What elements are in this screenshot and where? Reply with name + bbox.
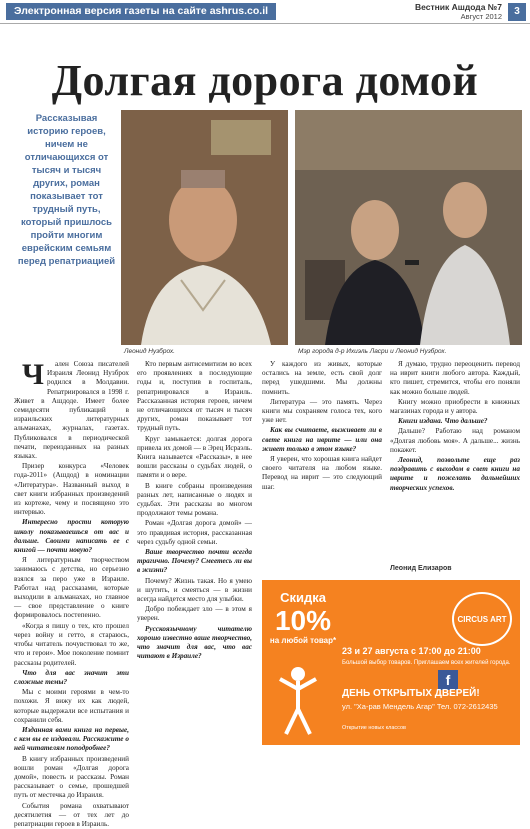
ad-open-day: ДЕНЬ ОТКРЫТЫХ ДВЕРЕЙ!: [342, 688, 480, 699]
closing-remark: Леонид, позвольте еще раз поздравить с выходом в свет книги на иврите и пожелать дальнейших творческих успехов.: [390, 456, 520, 492]
paragraph: [14, 360, 129, 461]
page-number: 3: [508, 3, 526, 21]
header-issue: [415, 3, 502, 21]
ad-sale-percent: 10%: [274, 605, 332, 636]
facebook-icon[interactable]: f: [438, 670, 458, 690]
paragraph: В книгу избранных произведений вошли роман «Долгая дорога домой», повесть и рассказы. Роман рассказывает о семье, прошедшей путь от местечка до Израиля.: [14, 754, 129, 800]
drop-cap: Ч: [22, 358, 45, 391]
interview-question: Ваше творчество почти всегда трагично. Почему? Смеетесь ли вы в жизни?: [137, 548, 252, 575]
ad-logo: CIRCUS ART: [452, 592, 512, 646]
article-title: Долгая дорога домой: [51, 56, 479, 105]
ad-acrobat-figure: [268, 664, 328, 740]
paragraph: Дальше? Работаю над романом «Долгая любовь моя». А дальше... жизнь покажет.: [390, 427, 520, 454]
paragraph: Кто первым антисемитизм во всех его проявлениях в последующие годы и, поступив в госпиталь, репатриировался в Израиль. Рассказанная история героев, ничем не отличающихся от тысяч и тысяч других, роман показывает тот трудный путь.: [137, 360, 252, 433]
caption-photo2: Мэр города д-р Ихиэль Ласри и Леонид Нузброх.: [298, 348, 447, 355]
ad-sale-badge: [268, 590, 338, 646]
article-column-1: [14, 358, 129, 828]
paragraph: Я литературным творчеством занимаюсь с детства, но серьезно взялся за перо уже в Израиле. Работал над рассказами, которые выходили в альманахах, но главное — свое представление о книге формировалось постепенно.: [14, 556, 129, 620]
ad-sale-note: на любой товар*: [269, 636, 337, 645]
paragraph: События романа охватывают десятилетия — от тех лет до репатриации героев в Израиль.: [14, 801, 129, 828]
paragraph: Я уверен, что хорошая книга найдет своего читателя на любом языке. Перевод на иврит — это следующий шаг.: [262, 455, 382, 491]
paragraph: У каждого из живых, которые остались на земле, есть свой долг перед ушедшими. Мы должны помнить.: [262, 360, 382, 396]
paragraph: Я думаю, трудно переоценить перевод на иврит книги любого автора. Каждый, кто пишет, стремится, чтобы его поняли как можно больше людей.: [390, 360, 520, 396]
paragraph-text: ален Союза писателей Израиля Леонид Нузброх родился в Молдавии. Репатриировался в 1998 г. Живет в Ашдоде. Имеет более семидесяти публикаций в израильских литературных альманахах, журналах, газетах. Публиковался в периодической печати, переизданных на разных языках.: [14, 360, 129, 461]
header-site-label: Электронная версия газеты на сайте ashrus.co.il: [6, 3, 276, 20]
header-issue-date: Август 2012: [460, 11, 502, 21]
ad-address: ул. "Ха-рав Мендель Агар" Тел. 072-2612435: [342, 702, 498, 711]
interview-question: Что для вас значит эти сложные темы?: [14, 668, 129, 686]
paragraph: Круг замыкается: долгая дорога привела их домой — в Эрец Исраэль. Книга называется «Рассказы», в нее вошли рассказы о судьбах людей, о памяти и о вере.: [137, 434, 252, 480]
photo-mayor-and-author: [295, 110, 522, 345]
interview-question: Книги издана. Что дальше?: [398, 417, 488, 426]
article-lead: Рассказывая историю героев, ничем не отличающихся от тысяч и тысяч других, роман показывает тот трудный путь, который пришлось пройти многим еврейским семьям перед репатриацией: [17, 113, 116, 267]
paragraph: Добро побеждает зло — в этом я уверен.: [137, 605, 252, 623]
interview-question: Интересно прости которую школу показываешься от вас и дальше. Своими написать ее с книгой — почти новую?: [14, 518, 129, 555]
paragraph: Литература — это память. Через книги мы сохраняем голоса тех, кого уже нет.: [262, 397, 382, 425]
advertisement[interactable]: [262, 580, 520, 745]
photo-author: [121, 110, 288, 345]
article-column-3: [262, 360, 382, 575]
article-author: Леонид Елизаров: [390, 565, 452, 572]
paragraph: Книгу можно приобрести в книжных магазинах города и у автора.: [390, 397, 520, 416]
ad-note: Открытие новых классов: [342, 725, 406, 731]
paragraph: В книге собраны произведения разных лет, написанные о людях и судьбах. Эти рассказы во многом продолжают темы романа.: [137, 481, 252, 518]
header-issue-title: Вестник Ашдода №7: [414, 1, 502, 12]
paragraph: Почему? Жизнь такая. Но я умею и шутить, и смеяться — в жизни всегда найдется место для улыбки.: [137, 576, 252, 604]
interview-question: Русскоязычному читателю хорошо известно ваше творчество, что значит для вас, что вас читают в Израиле?: [137, 624, 252, 661]
ad-sale-word: Скидка: [280, 590, 326, 605]
caption-photo1: Леонид Нузброх.: [124, 348, 175, 355]
paragraph: «Когда я пишу о тех, кто прошел через войну и гетто, я стараюсь, чтобы читатель почувствовал то же, что и герои». Мое поколение помнит рассказы родителей.: [14, 621, 129, 667]
ad-description: Большой выбор товаров. Приглашаем всех жителей города.: [342, 660, 511, 666]
ad-event-time: 23 и 27 августа с 17:00 до 21:00: [342, 646, 481, 656]
article-column-2: [137, 360, 252, 745]
page-header: [0, 0, 530, 24]
paragraph: Мы с моими героями в чем-то похожи. Я вижу их как людей, которые выдержали все испытания и сохранили себя.: [14, 688, 129, 724]
paragraph: Призер конкурса «Человек года-2011» (Ашдод) в номинации «Литература». Названный выход в свет книги избранных произведений из кортеже, чему и посвящено это интервью.: [14, 462, 129, 517]
interview-question: Изданная вами книга на первые, с кем вы ее издавали. Расскажите о ней читателям поподробнее?: [14, 725, 129, 753]
article-column-4: [390, 360, 520, 560]
paragraph: Роман «Долгая дорога домой» — это правдивая история, рассказанная через судьбу одной семьи.: [137, 519, 252, 546]
interview-question: Как вы считаете, выживает ли в свете книга на иврите — или она живет только в этом языке?: [262, 426, 382, 453]
